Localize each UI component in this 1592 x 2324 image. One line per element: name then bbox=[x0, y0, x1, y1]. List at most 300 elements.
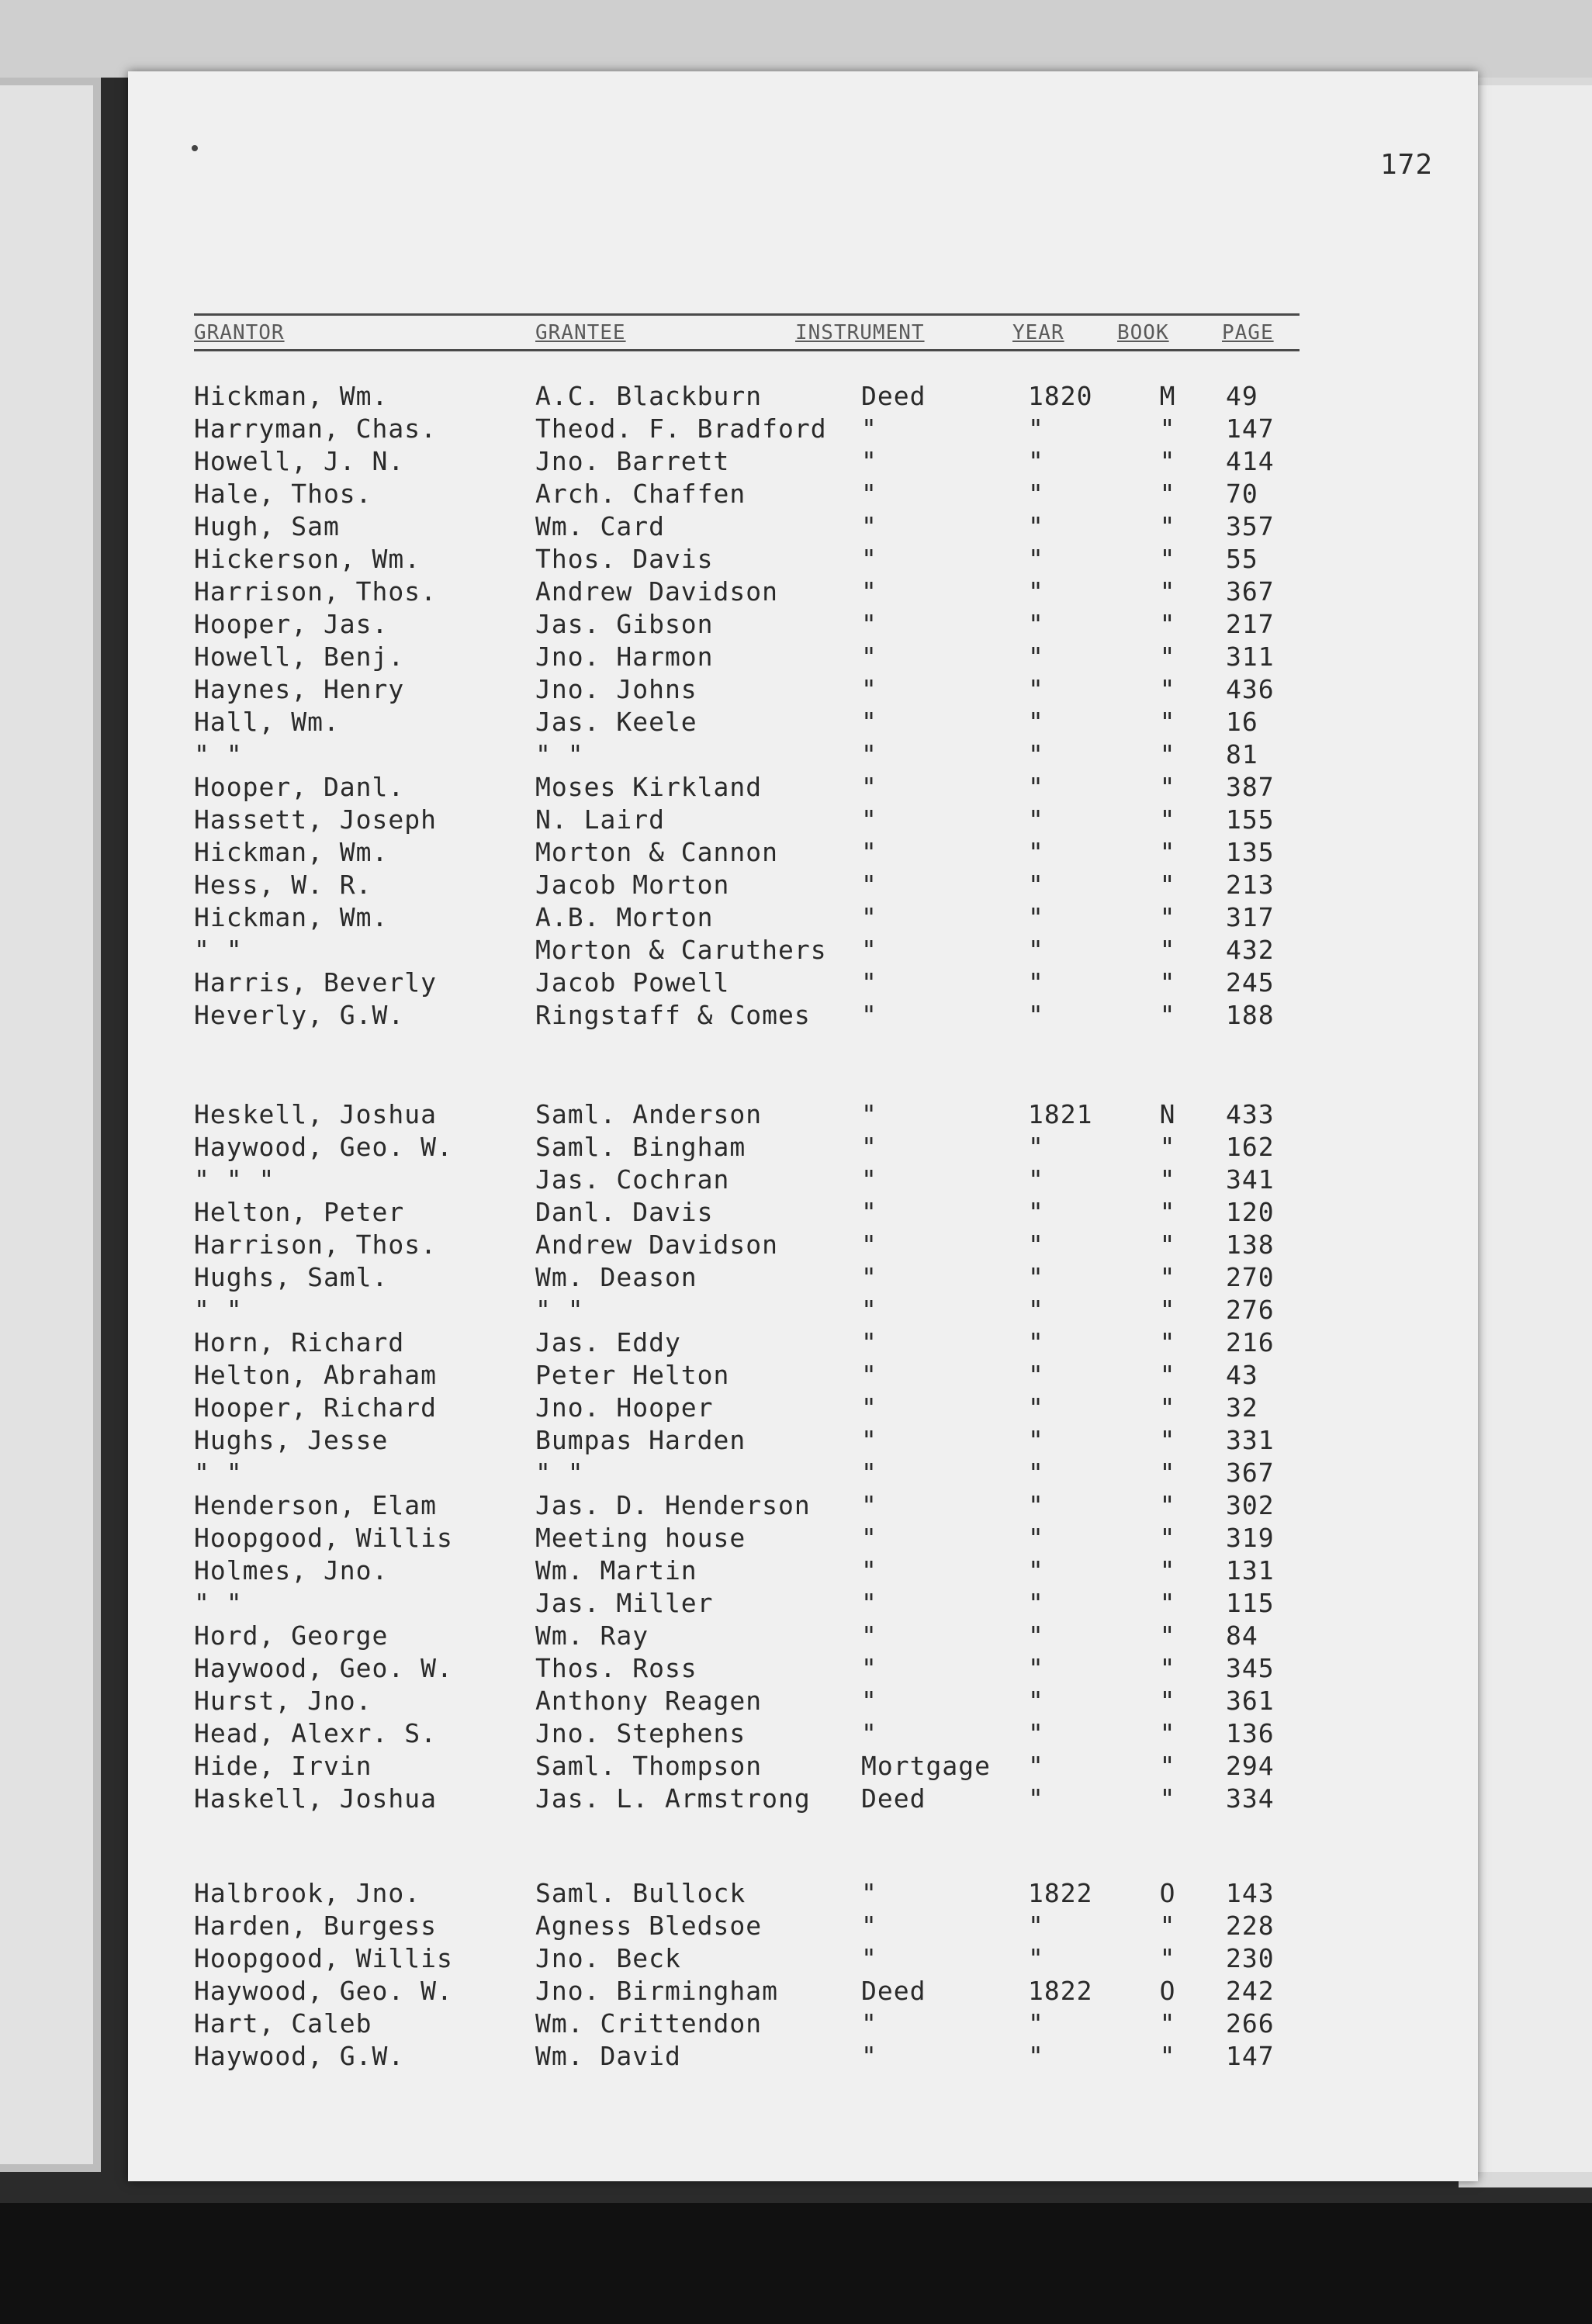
grantor-cell: Hall, Wm. bbox=[194, 707, 340, 737]
page-cell: 81 bbox=[1226, 739, 1258, 769]
adjacent-page-left bbox=[0, 85, 93, 2164]
book-cell: " bbox=[1159, 1425, 1176, 1455]
year-cell: " bbox=[1028, 1751, 1044, 1781]
grantor-cell: Hughs, Saml. bbox=[194, 1262, 389, 1292]
grantee-cell: Jas. Miller bbox=[535, 1588, 714, 1618]
grantor-cell: " " bbox=[194, 935, 243, 965]
year-cell: " bbox=[1028, 1620, 1044, 1651]
table-row bbox=[194, 771, 1358, 804]
book-cell: " bbox=[1159, 902, 1176, 932]
table-row bbox=[194, 380, 1358, 413]
instrument-cell: Deed bbox=[861, 1976, 926, 2006]
instrument-cell: " bbox=[861, 1262, 877, 1292]
year-cell: " bbox=[1028, 1555, 1044, 1586]
book-cell: " bbox=[1159, 1588, 1176, 1618]
table-row bbox=[194, 576, 1358, 608]
table-row bbox=[194, 1164, 1358, 1196]
page-cell: 213 bbox=[1226, 870, 1275, 900]
page-cell: 242 bbox=[1226, 1976, 1275, 2006]
instrument-cell: " bbox=[861, 1620, 877, 1651]
grantee-cell: " " bbox=[535, 739, 584, 769]
year-cell: " bbox=[1028, 707, 1044, 737]
year-cell: " bbox=[1028, 413, 1044, 444]
table-row bbox=[194, 1975, 1358, 2008]
instrument-cell: " bbox=[861, 479, 877, 509]
instrument-cell: " bbox=[861, 1718, 877, 1748]
year-cell: " bbox=[1028, 772, 1044, 802]
instrument-cell: Mortgage bbox=[861, 1751, 991, 1781]
paper-speck bbox=[192, 145, 198, 151]
book-cell: " bbox=[1159, 1490, 1176, 1520]
book-cell: " bbox=[1159, 967, 1176, 998]
page-cell: 302 bbox=[1226, 1490, 1275, 1520]
book-cell: " bbox=[1159, 1686, 1176, 1716]
page-cell: 345 bbox=[1226, 1653, 1275, 1683]
book-cell: " bbox=[1159, 837, 1176, 867]
table-row bbox=[194, 1750, 1358, 1783]
instrument-cell: " bbox=[861, 609, 877, 639]
book-cell: M bbox=[1159, 381, 1176, 411]
page-cell: 433 bbox=[1226, 1099, 1275, 1129]
year-cell: " bbox=[1028, 479, 1044, 509]
page-cell: 135 bbox=[1226, 837, 1275, 867]
table-row bbox=[194, 1877, 1358, 1910]
instrument-cell: " bbox=[861, 1458, 877, 1488]
instrument-cell: " bbox=[861, 1490, 877, 1520]
book-cell: " bbox=[1159, 1132, 1176, 1162]
year-cell: " bbox=[1028, 967, 1044, 998]
page-cell: 361 bbox=[1226, 1686, 1275, 1716]
grantor-cell: Hoopgood, Willis bbox=[194, 1943, 453, 1973]
book-cell: " bbox=[1159, 1620, 1176, 1651]
page-cell: 188 bbox=[1226, 1000, 1275, 1030]
page-cell: 49 bbox=[1226, 381, 1258, 411]
table-row bbox=[194, 1392, 1358, 1424]
book-cell: " bbox=[1159, 1911, 1176, 1941]
page-number: 172 bbox=[1379, 149, 1433, 181]
grantee-cell: Morton & Caruthers bbox=[535, 935, 827, 965]
book-cell: " bbox=[1159, 1229, 1176, 1260]
table-row bbox=[194, 934, 1358, 967]
grantor-cell: Harrison, Thos. bbox=[194, 1229, 438, 1260]
grantor-cell: Haywood, G.W. bbox=[194, 2041, 405, 2071]
grantor-cell: Harden, Burgess bbox=[194, 1911, 438, 1941]
grantor-cell: Henderson, Elam bbox=[194, 1490, 438, 1520]
instrument-cell: " bbox=[861, 1132, 877, 1162]
instrument-cell: " bbox=[861, 1686, 877, 1716]
header-grantee: GRANTEE bbox=[535, 321, 626, 344]
page-cell: 367 bbox=[1226, 576, 1275, 607]
year-cell: " bbox=[1028, 837, 1044, 867]
grantor-cell: Hickman, Wm. bbox=[194, 902, 389, 932]
book-cell: " bbox=[1159, 576, 1176, 607]
grantor-cell: Hurst, Jno. bbox=[194, 1686, 372, 1716]
table-row bbox=[194, 1424, 1358, 1457]
year-cell: " bbox=[1028, 1295, 1044, 1325]
table-row bbox=[194, 706, 1358, 738]
grantor-cell: Hickman, Wm. bbox=[194, 837, 389, 867]
grantor-cell: Howell, J. N. bbox=[194, 446, 405, 476]
page-cell: 16 bbox=[1226, 707, 1258, 737]
book-cell: " bbox=[1159, 870, 1176, 900]
year-cell: " bbox=[1028, 1360, 1044, 1390]
grantee-cell: Wm. David bbox=[535, 2041, 681, 2071]
page-cell: 136 bbox=[1226, 1718, 1275, 1748]
table-row bbox=[194, 1457, 1358, 1489]
page-cell: 331 bbox=[1226, 1425, 1275, 1455]
year-cell: " bbox=[1028, 1164, 1044, 1195]
instrument-cell: " bbox=[861, 2041, 877, 2071]
table-row bbox=[194, 1522, 1358, 1555]
grantor-cell: Haywood, Geo. W. bbox=[194, 1653, 453, 1683]
book-cell: " bbox=[1159, 1783, 1176, 1814]
table-row bbox=[194, 445, 1358, 478]
book-cell: " bbox=[1159, 1197, 1176, 1227]
grantor-cell: Harrison, Thos. bbox=[194, 576, 438, 607]
instrument-cell: " bbox=[861, 1425, 877, 1455]
year-cell: " bbox=[1028, 902, 1044, 932]
page-cell: 245 bbox=[1226, 967, 1275, 998]
instrument-cell: " bbox=[861, 1943, 877, 1973]
book-cell: " bbox=[1159, 479, 1176, 509]
year-cell: " bbox=[1028, 544, 1044, 574]
table-header bbox=[194, 250, 1300, 358]
instrument-cell: " bbox=[861, 1360, 877, 1390]
year-cell: " bbox=[1028, 1262, 1044, 1292]
grantee-cell: Jas. Cochran bbox=[535, 1164, 730, 1195]
book-cell: " bbox=[1159, 1392, 1176, 1423]
instrument-cell: " bbox=[861, 870, 877, 900]
book-cell: " bbox=[1159, 707, 1176, 737]
page-cell: 138 bbox=[1226, 1229, 1275, 1260]
instrument-cell: " bbox=[861, 1555, 877, 1586]
page-cell: 120 bbox=[1226, 1197, 1275, 1227]
year-cell: " bbox=[1028, 1132, 1044, 1162]
grantee-cell: Jas. Eddy bbox=[535, 1327, 681, 1357]
book-cell: " bbox=[1159, 1718, 1176, 1748]
table-row bbox=[194, 1587, 1358, 1620]
book-cell: " bbox=[1159, 1523, 1176, 1553]
book-cell: " bbox=[1159, 674, 1176, 704]
instrument-cell: " bbox=[861, 1229, 877, 1260]
page-cell: 55 bbox=[1226, 544, 1258, 574]
book-cell: O bbox=[1159, 1976, 1176, 2006]
grantee-cell: Ringstaff & Comes bbox=[535, 1000, 811, 1030]
grantee-cell: Jno. Barrett bbox=[535, 446, 730, 476]
instrument-cell: " bbox=[861, 967, 877, 998]
year-cell: 1822 bbox=[1028, 1878, 1093, 1908]
year-cell: " bbox=[1028, 2041, 1044, 2071]
grantee-cell: Jno. Beck bbox=[535, 1943, 681, 1973]
year-cell: " bbox=[1028, 1718, 1044, 1748]
grantee-cell: N. Laird bbox=[535, 804, 665, 835]
year-cell: " bbox=[1028, 1490, 1044, 1520]
instrument-cell: " bbox=[861, 576, 877, 607]
instrument-cell: " bbox=[861, 1653, 877, 1683]
year-cell: " bbox=[1028, 1653, 1044, 1683]
instrument-cell: " bbox=[861, 1099, 877, 1129]
book-cell: " bbox=[1159, 446, 1176, 476]
instrument-cell: " bbox=[861, 804, 877, 835]
book-cell: " bbox=[1159, 642, 1176, 672]
table-row bbox=[194, 1620, 1358, 1652]
instrument-cell: " bbox=[861, 446, 877, 476]
grantee-cell: Thos. Davis bbox=[535, 544, 714, 574]
year-cell: " bbox=[1028, 576, 1044, 607]
grantor-cell: Hale, Thos. bbox=[194, 479, 372, 509]
table-row bbox=[194, 1555, 1358, 1587]
grantor-cell: Hooper, Danl. bbox=[194, 772, 405, 802]
grantor-cell: Hooper, Jas. bbox=[194, 609, 389, 639]
page-cell: 84 bbox=[1226, 1620, 1258, 1651]
page-cell: 147 bbox=[1226, 413, 1275, 444]
page-cell: 43 bbox=[1226, 1360, 1258, 1390]
table-row bbox=[194, 1359, 1358, 1392]
instrument-cell: " bbox=[861, 1878, 877, 1908]
page-cell: 317 bbox=[1226, 902, 1275, 932]
grantor-cell: Harryman, Chas. bbox=[194, 413, 438, 444]
year-cell: " bbox=[1028, 1197, 1044, 1227]
page-cell: 115 bbox=[1226, 1588, 1275, 1618]
page-cell: 131 bbox=[1226, 1555, 1275, 1586]
instrument-cell: Deed bbox=[861, 381, 926, 411]
grantor-cell: Hide, Irvin bbox=[194, 1751, 372, 1781]
year-cell: " bbox=[1028, 1327, 1044, 1357]
table-row bbox=[194, 836, 1358, 869]
table-row bbox=[194, 543, 1358, 576]
table-row bbox=[194, 673, 1358, 706]
instrument-cell: " bbox=[861, 1000, 877, 1030]
year-cell: " bbox=[1028, 1425, 1044, 1455]
book-cell: " bbox=[1159, 1555, 1176, 1586]
table-row bbox=[194, 901, 1358, 934]
table-row bbox=[194, 413, 1358, 445]
table-row bbox=[194, 1910, 1358, 1942]
book-cell: " bbox=[1159, 804, 1176, 835]
book-cell: " bbox=[1159, 935, 1176, 965]
page-cell: 319 bbox=[1226, 1523, 1275, 1553]
instrument-cell: Deed bbox=[861, 1783, 926, 1814]
grantee-cell: Moses Kirkland bbox=[535, 772, 763, 802]
grantor-cell: Hord, George bbox=[194, 1620, 389, 1651]
grantee-cell: Jno. Harmon bbox=[535, 642, 714, 672]
year-cell: " bbox=[1028, 1686, 1044, 1716]
page-cell: 311 bbox=[1226, 642, 1275, 672]
page-cell: 436 bbox=[1226, 674, 1275, 704]
page-cell: 341 bbox=[1226, 1164, 1275, 1195]
year-cell: " bbox=[1028, 1911, 1044, 1941]
grantee-cell: Theod. F. Bradford bbox=[535, 413, 827, 444]
page-cell: 70 bbox=[1226, 479, 1258, 509]
book-cell: " bbox=[1159, 1751, 1176, 1781]
grantor-cell: " " bbox=[194, 1458, 243, 1488]
header-instrument: INSTRUMENT bbox=[795, 321, 925, 344]
table-row bbox=[194, 1098, 1358, 1131]
table-row bbox=[194, 1652, 1358, 1685]
year-cell: " bbox=[1028, 1588, 1044, 1618]
page-cell: 32 bbox=[1226, 1392, 1258, 1423]
grantee-cell: Jacob Morton bbox=[535, 870, 730, 900]
grantor-cell: Halbrook, Jno. bbox=[194, 1878, 421, 1908]
instrument-cell: " bbox=[861, 902, 877, 932]
book-cell: " bbox=[1159, 1262, 1176, 1292]
grantor-cell: Helton, Abraham bbox=[194, 1360, 438, 1390]
grantee-cell: Jno. Birmingham bbox=[535, 1976, 779, 2006]
year-cell: " bbox=[1028, 1523, 1044, 1553]
grantee-cell: Jacob Powell bbox=[535, 967, 730, 998]
page-cell: 367 bbox=[1226, 1458, 1275, 1488]
table-row bbox=[194, 1294, 1358, 1326]
table-row bbox=[194, 1489, 1358, 1522]
grantee-cell: Thos. Ross bbox=[535, 1653, 697, 1683]
year-cell: " bbox=[1028, 674, 1044, 704]
year-cell: " bbox=[1028, 1458, 1044, 1488]
table-row bbox=[194, 1942, 1358, 1975]
book-cell: " bbox=[1159, 1653, 1176, 1683]
page-cell: 162 bbox=[1226, 1132, 1275, 1162]
adjacent-page-right bbox=[1474, 85, 1592, 2172]
grantee-cell: Saml. Bingham bbox=[535, 1132, 746, 1162]
grantee-cell: Saml. Anderson bbox=[535, 1099, 763, 1129]
header-book: BOOK bbox=[1117, 321, 1169, 344]
instrument-cell: " bbox=[861, 837, 877, 867]
grantee-cell: Saml. Thompson bbox=[535, 1751, 763, 1781]
book-cell: N bbox=[1159, 1099, 1176, 1129]
page-cell: 387 bbox=[1226, 772, 1275, 802]
grantee-cell: Jno. Stephens bbox=[535, 1718, 746, 1748]
instrument-cell: " bbox=[861, 413, 877, 444]
year-cell: " bbox=[1028, 1229, 1044, 1260]
book-cell: " bbox=[1159, 413, 1176, 444]
grantor-cell: Haywood, Geo. W. bbox=[194, 1976, 453, 2006]
grantee-cell: Wm. Deason bbox=[535, 1262, 697, 1292]
instrument-cell: " bbox=[861, 1911, 877, 1941]
grantor-cell: " " " bbox=[194, 1164, 275, 1195]
document-sheet bbox=[128, 71, 1478, 2181]
book-cell: " bbox=[1159, 511, 1176, 541]
page-cell: 276 bbox=[1226, 1295, 1275, 1325]
year-cell: " bbox=[1028, 609, 1044, 639]
instrument-cell: " bbox=[861, 674, 877, 704]
table-row bbox=[194, 1196, 1358, 1229]
year-cell: " bbox=[1028, 1783, 1044, 1814]
grantee-cell: Saml. Bullock bbox=[535, 1878, 746, 1908]
year-cell: " bbox=[1028, 804, 1044, 835]
instrument-cell: " bbox=[861, 707, 877, 737]
table-row bbox=[194, 2008, 1358, 2040]
book-cell: " bbox=[1159, 772, 1176, 802]
page-cell: 334 bbox=[1226, 1783, 1275, 1814]
instrument-cell: " bbox=[861, 1164, 877, 1195]
grantee-cell: A.B. Morton bbox=[535, 902, 714, 932]
header-rule-top bbox=[194, 313, 1300, 316]
table-row bbox=[194, 869, 1358, 901]
instrument-cell: " bbox=[861, 935, 877, 965]
instrument-cell: " bbox=[861, 1392, 877, 1423]
grantee-cell: Anthony Reagen bbox=[535, 1686, 763, 1716]
book-cell: " bbox=[1159, 1943, 1176, 1973]
table-row bbox=[194, 608, 1358, 641]
table-row bbox=[194, 641, 1358, 673]
year-cell: " bbox=[1028, 2008, 1044, 2039]
table-row bbox=[194, 999, 1358, 1032]
book-cell: " bbox=[1159, 739, 1176, 769]
grantee-cell: Wm. Crittendon bbox=[535, 2008, 763, 2039]
page-cell: 414 bbox=[1226, 446, 1275, 476]
table-row bbox=[194, 1326, 1358, 1359]
instrument-cell: " bbox=[861, 1588, 877, 1618]
table-row bbox=[194, 967, 1358, 999]
grantee-cell: Morton & Cannon bbox=[535, 837, 779, 867]
backdrop-bottom bbox=[0, 2203, 1592, 2324]
instrument-cell: " bbox=[861, 739, 877, 769]
page-cell: 270 bbox=[1226, 1262, 1275, 1292]
book-cell: " bbox=[1159, 544, 1176, 574]
grantor-cell: Hickerson, Wm. bbox=[194, 544, 421, 574]
table-row bbox=[194, 1783, 1358, 1815]
year-cell: 1820 bbox=[1028, 381, 1093, 411]
grantee-cell: Jas. L. Armstrong bbox=[535, 1783, 811, 1814]
header-grantor: GRANTOR bbox=[194, 321, 285, 344]
grantor-cell: Haynes, Henry bbox=[194, 674, 405, 704]
grantee-cell: Jno. Johns bbox=[535, 674, 697, 704]
table-row bbox=[194, 1717, 1358, 1750]
instrument-cell: " bbox=[861, 1197, 877, 1227]
book-cell: " bbox=[1159, 1164, 1176, 1195]
table-row bbox=[194, 2040, 1358, 2073]
book-cell: " bbox=[1159, 2041, 1176, 2071]
table-row bbox=[194, 738, 1358, 771]
page-cell: 266 bbox=[1226, 2008, 1275, 2039]
page-cell: 147 bbox=[1226, 2041, 1275, 2071]
grantor-cell: Hart, Caleb bbox=[194, 2008, 372, 2039]
grantee-cell: Andrew Davidson bbox=[535, 576, 779, 607]
grantor-cell: Harris, Beverly bbox=[194, 967, 438, 998]
grantee-cell: Wm. Card bbox=[535, 511, 665, 541]
year-cell: " bbox=[1028, 1392, 1044, 1423]
instrument-cell: " bbox=[861, 642, 877, 672]
year-cell: " bbox=[1028, 739, 1044, 769]
book-cell: " bbox=[1159, 1458, 1176, 1488]
grantee-cell: Wm. Martin bbox=[535, 1555, 697, 1586]
page-cell: 294 bbox=[1226, 1751, 1275, 1781]
table-row bbox=[194, 478, 1358, 510]
table-row bbox=[194, 1685, 1358, 1717]
grantor-cell: Haywood, Geo. W. bbox=[194, 1132, 453, 1162]
grantor-cell: Hugh, Sam bbox=[194, 511, 340, 541]
instrument-cell: " bbox=[861, 772, 877, 802]
book-cell: " bbox=[1159, 1327, 1176, 1357]
page-cell: 432 bbox=[1226, 935, 1275, 965]
grantor-cell: " " bbox=[194, 1295, 243, 1325]
grantor-cell: Hess, W. R. bbox=[194, 870, 372, 900]
grantor-cell: Hickman, Wm. bbox=[194, 381, 389, 411]
grantor-cell: Holmes, Jno. bbox=[194, 1555, 389, 1586]
instrument-cell: " bbox=[861, 1295, 877, 1325]
grantee-cell: Arch. Chaffen bbox=[535, 479, 746, 509]
grantee-cell: Danl. Davis bbox=[535, 1197, 714, 1227]
grantee-cell: Meeting house bbox=[535, 1523, 746, 1553]
grantee-cell: Jas. Keele bbox=[535, 707, 697, 737]
grantor-cell: Heverly, G.W. bbox=[194, 1000, 405, 1030]
grantor-cell: Head, Alexr. S. bbox=[194, 1718, 438, 1748]
year-cell: 1822 bbox=[1028, 1976, 1093, 2006]
book-cell: " bbox=[1159, 1360, 1176, 1390]
header-year: YEAR bbox=[1012, 321, 1064, 344]
header-page: PAGE bbox=[1222, 321, 1274, 344]
table-row bbox=[194, 804, 1358, 836]
book-cell: " bbox=[1159, 1000, 1176, 1030]
